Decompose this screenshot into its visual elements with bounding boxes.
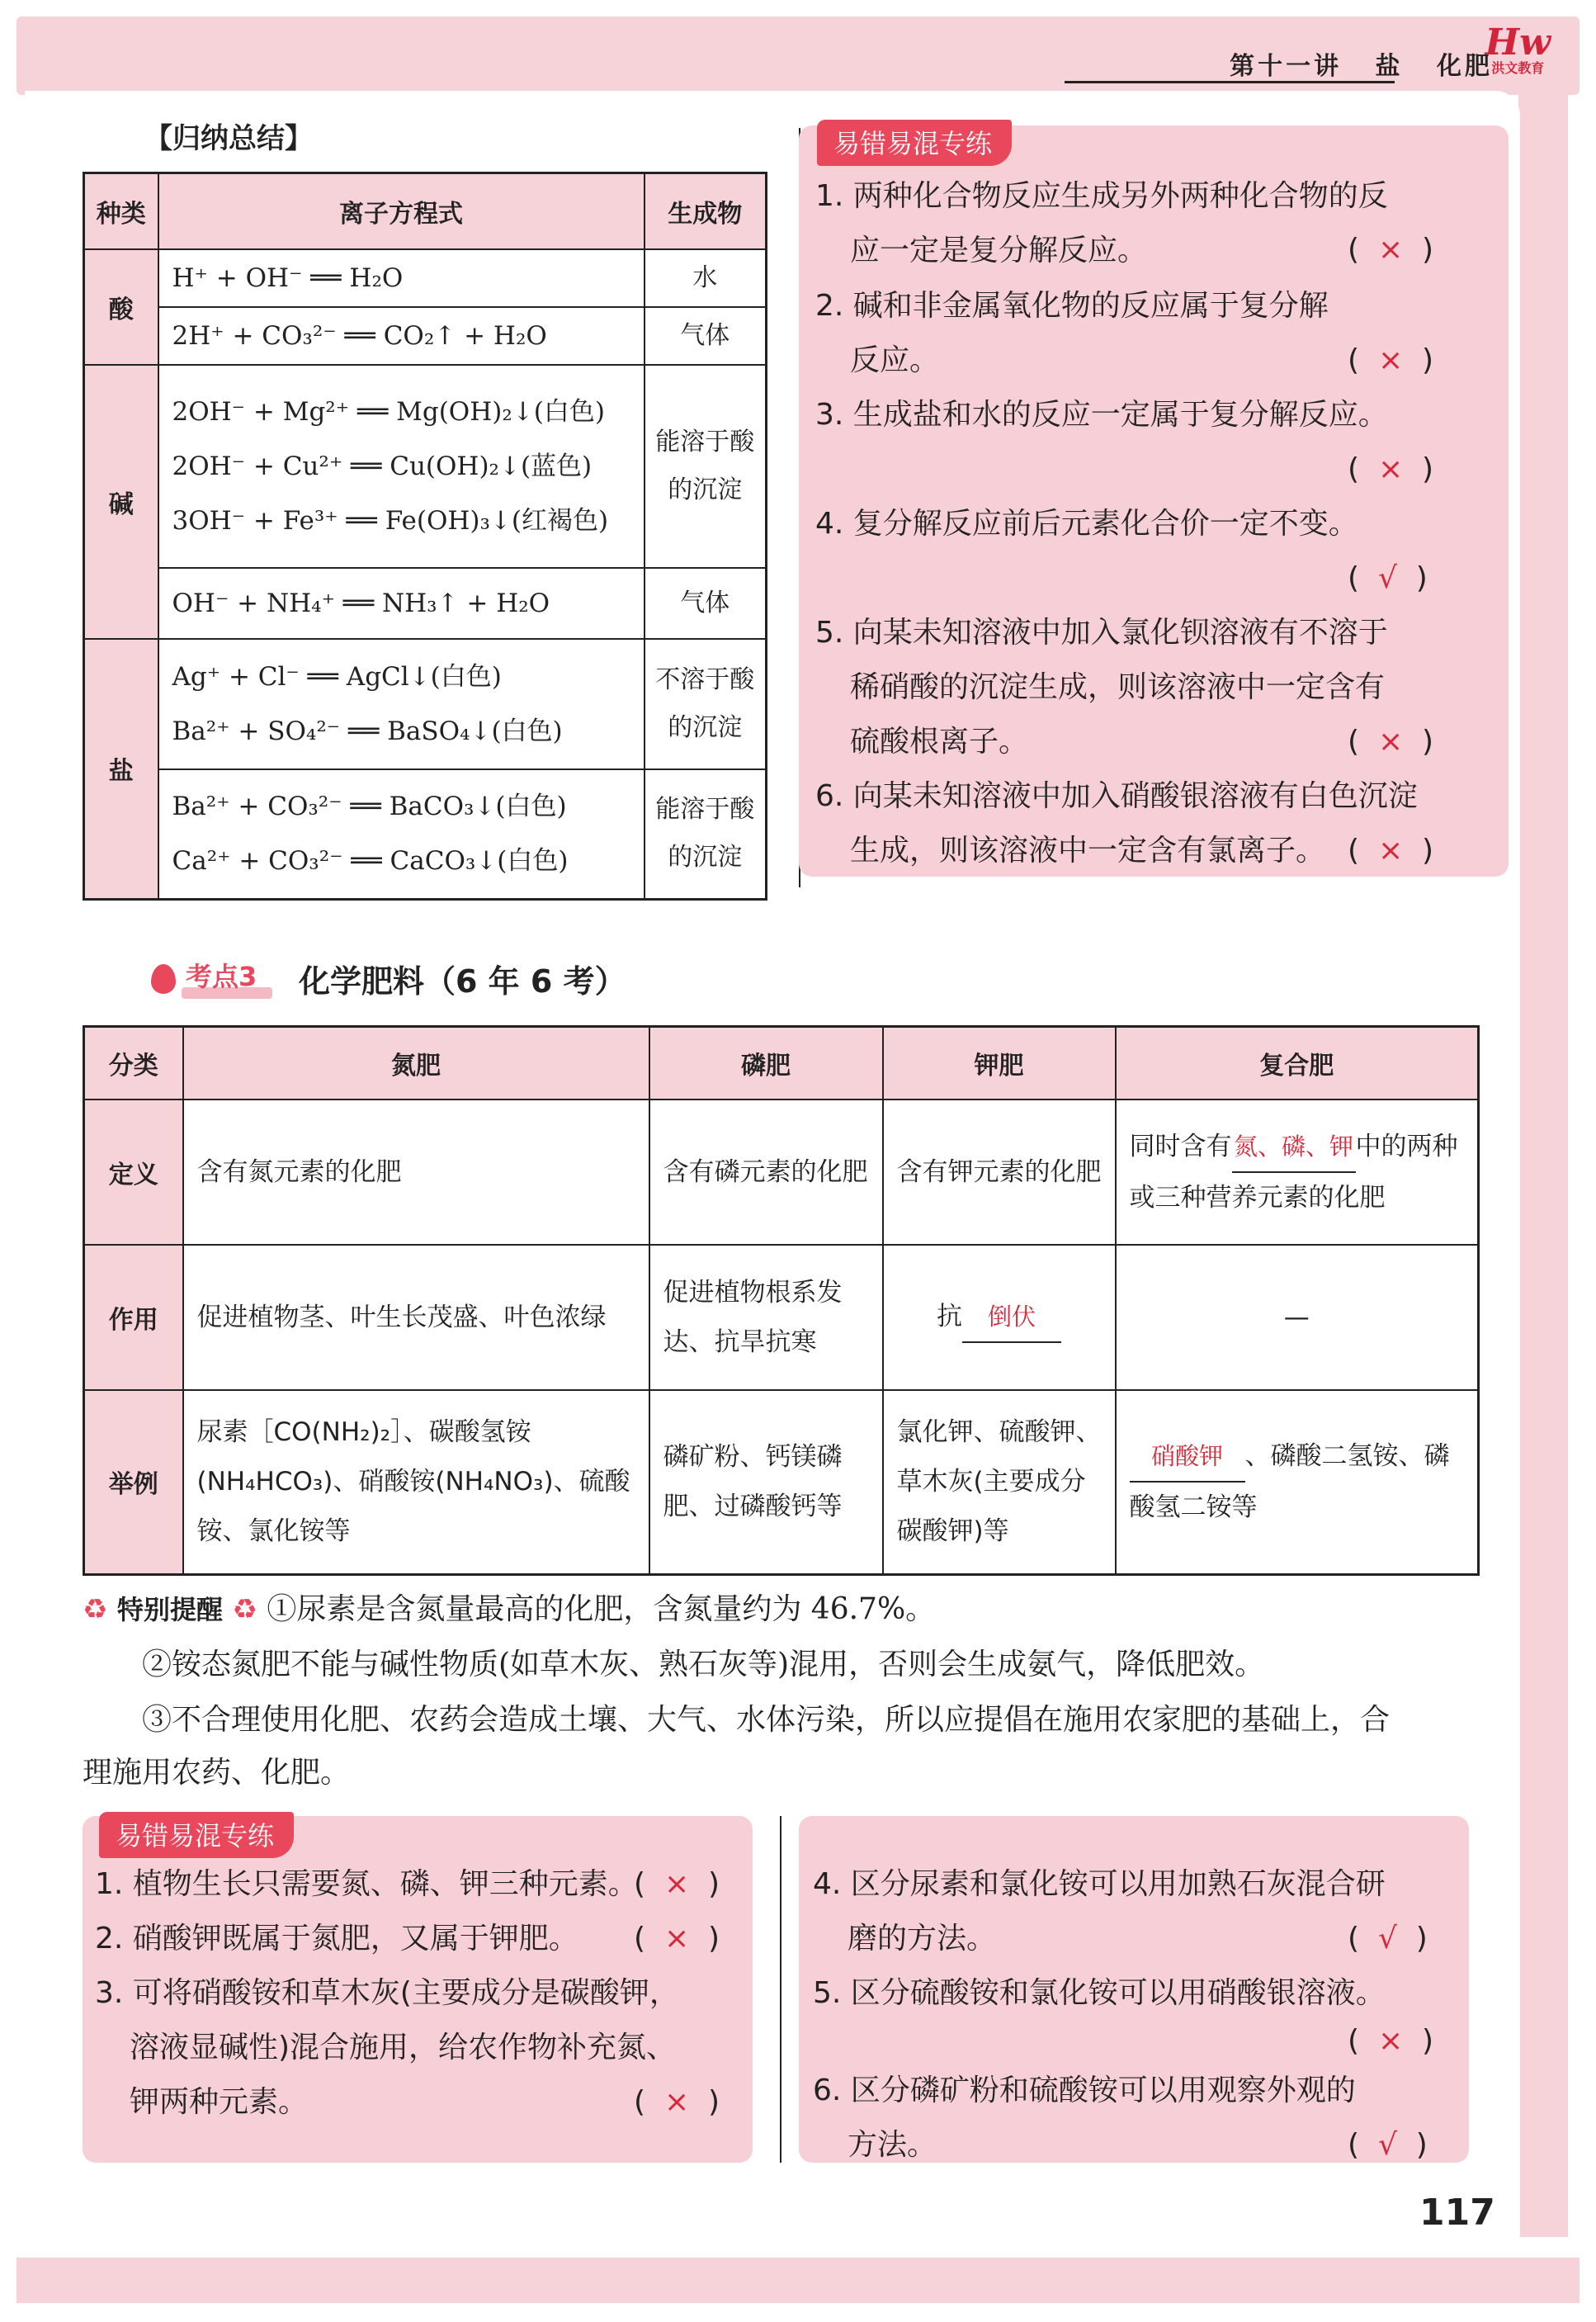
- cell-k-definition: 含有钾元素的化肥: [883, 1100, 1116, 1245]
- col-header-product: 生成物: [645, 173, 767, 249]
- cell-k-example: 氯化钾、硫酸钾、草木灰(主要成分碳酸钾)等: [883, 1390, 1116, 1575]
- cell-compound-definition: [1116, 1100, 1479, 1245]
- cell-text: 、磷酸二氢铵、磷酸氢二铵等: [1129, 1441, 1450, 1523]
- recycle-icon: ♻: [232, 1593, 257, 1626]
- answer-mark: ×: [663, 1922, 690, 1955]
- product: 不溶于酸的沉淀: [645, 639, 767, 769]
- ion-equation-table: [83, 172, 767, 901]
- row-header-definition: 定义: [84, 1100, 183, 1245]
- cell-n-effect: 促进植物茎、叶生长茂盛、叶色浓绿: [183, 1245, 649, 1390]
- col-header-compound: 复合肥: [1116, 1027, 1479, 1100]
- answer-1: ( × ): [1348, 233, 1434, 267]
- col-header-phosphorus: 磷肥: [649, 1027, 883, 1100]
- cell-p-definition: 含有磷元素的化肥: [649, 1100, 883, 1245]
- logo-mark: Hw: [1485, 21, 1551, 64]
- item-text: 溶液显碱性)混合施用，给农作物补充氮、: [130, 2031, 677, 2064]
- col-header-nitrogen: 氮肥: [183, 1027, 649, 1100]
- item-text: 4. 复分解反应前后元素化合价一定不变。: [815, 507, 1358, 541]
- practice1-item-3: [815, 388, 1388, 442]
- row-header-example: 举例: [84, 1390, 183, 1575]
- item-text: 5. 向某未知溶液中加入氯化钡溶液有不溶于: [815, 616, 1388, 650]
- item-text: 应一定是复分解反应。: [850, 234, 1148, 267]
- column-divider: [780, 1816, 781, 2163]
- practice2-item-5: [813, 1966, 1386, 2021]
- practice1-item-6: [815, 769, 1418, 878]
- product: 气体: [645, 568, 767, 639]
- item-text: 生成，则该溶液中一定含有氯离子。: [850, 834, 1326, 868]
- cell-n-example: 尿素［CO(NH₂)₂］、碳酸氢铵(NH₄HCO₃)、硝酸铵(NH₄NO₃)、硫酸铵、氯化铵等: [183, 1390, 649, 1575]
- item-text: 硫酸根离子。: [850, 725, 1029, 759]
- kaodian-tag: 考点3: [186, 961, 257, 992]
- tip-line-1: [83, 1585, 935, 1634]
- item-text: 钾两种元素。: [130, 2085, 309, 2119]
- practice2-item-3: [95, 1966, 679, 2130]
- item-text: 磨的方法。: [848, 1922, 997, 1955]
- answer-mark: √: [1377, 561, 1397, 595]
- practice-badge-2: 易错易混专练: [99, 1812, 294, 1858]
- answer-5: ( × ): [1348, 725, 1434, 759]
- header-lecture: 第十一讲: [1230, 52, 1343, 81]
- answer-mark: √: [1377, 1922, 1397, 1955]
- category-acid: 酸: [84, 249, 158, 365]
- equation: Ca²⁺ + CO₃²⁻ ══ CaCO₃↓(白色): [172, 846, 569, 877]
- answer-6: ( × ): [1348, 834, 1434, 868]
- answer-4: ( √ ): [1348, 561, 1428, 595]
- answer-3: ( × ): [1348, 452, 1434, 486]
- recycle-icon: ♻: [83, 1593, 108, 1626]
- equation: 2OH⁻ + Mg²⁺ ══ Mg(OH)₂↓(白色): [172, 396, 605, 427]
- page-number: 117: [1419, 2192, 1495, 2234]
- category-base: 碱: [84, 365, 158, 639]
- cell-text: 中的两种或三种营养元素的化肥: [1129, 1131, 1458, 1213]
- answer-mark: √: [1377, 2128, 1397, 2162]
- practice1-item-5: [815, 606, 1388, 769]
- product: 能溶于酸的沉淀: [645, 365, 767, 568]
- item-text: 5. 区分硫酸铵和氯化铵可以用硝酸银溶液。: [813, 1976, 1386, 2010]
- cell-p-example: 磷矿粉、钙镁磷肥、过磷酸钙等: [649, 1390, 883, 1575]
- equation: Ba²⁺ + CO₃²⁻ ══ BaCO₃↓(白色): [172, 792, 567, 822]
- equation: Ba²⁺ + SO₄²⁻ ══ BaSO₄↓(白色): [172, 716, 563, 746]
- equation: 2H⁺ + CO₃²⁻ ══ CO₂↑ + H₂O: [158, 307, 645, 365]
- equation: H⁺ + OH⁻ ══ H₂O: [158, 249, 645, 307]
- kaodian-drop-icon: [151, 964, 176, 994]
- running-header: [1230, 45, 1493, 82]
- answer-mark: ×: [1377, 725, 1404, 759]
- equation-group: [158, 769, 645, 900]
- practice2-item-6: [813, 2064, 1356, 2173]
- cell-p-effect: 促进植物根系发达、抗旱抗寒: [649, 1245, 883, 1390]
- item-text: 6. 向某未知溶液中加入硝酸银溶液有白色沉淀: [815, 779, 1418, 813]
- equation-group: [158, 639, 645, 769]
- tip-heading: 特别提醒: [116, 1594, 223, 1625]
- answer-p2-1: ( × ): [634, 1867, 720, 1901]
- side-band: [1518, 91, 1568, 2237]
- equation-group: [158, 365, 645, 568]
- fill-blank: 硝酸钾: [1130, 1431, 1245, 1483]
- practice-badge-1: 易错易混专练: [817, 120, 1012, 166]
- footer-band: [17, 2258, 1579, 2303]
- header-topic1: 盐: [1375, 52, 1404, 81]
- col-header-type: 种类: [84, 173, 158, 249]
- tip-line-3: ③不合理使用化肥、农药会造成土壤、大气、水体污染，所以应提倡在施用农家肥的基础上，合: [142, 1703, 1391, 1737]
- col-header-class: 分类: [84, 1027, 183, 1100]
- item-text: 3. 生成盐和水的反应一定属于复分解反应。: [815, 398, 1388, 432]
- practice1-item-1: [815, 169, 1388, 278]
- cell-compound-effect: —: [1116, 1245, 1479, 1390]
- tip-text: ①尿素是含氮量最高的化肥，含氮量约为 46.7%。: [267, 1592, 936, 1626]
- equation: 2OH⁻ + Cu²⁺ ══ Cu(OH)₂↓(蓝色): [172, 451, 593, 481]
- fill-blank: 倒伏: [962, 1292, 1061, 1343]
- summary-title: 【归纳总结】: [144, 122, 313, 155]
- header-topic2: 化肥: [1437, 52, 1493, 81]
- item-text: 反应。: [850, 343, 940, 377]
- logo-text: 洪文教育: [1491, 60, 1545, 76]
- item-text: 1. 两种化合物反应生成另外两种化合物的反: [815, 179, 1388, 213]
- equation: 3OH⁻ + Fe³⁺ ══ Fe(OH)₃↓(红褐色): [172, 505, 609, 536]
- cell-n-definition: 含有氮元素的化肥: [183, 1100, 649, 1245]
- equation: Ag⁺ + Cl⁻ ══ AgCl↓(白色): [172, 661, 502, 692]
- item-text: 4. 区分尿素和氯化铵可以用加熟石灰混合研: [813, 1867, 1386, 1901]
- kaodian-title: 化学肥料（6 年 6 考）: [299, 963, 626, 1000]
- practice2-item-4: [813, 1857, 1386, 1966]
- practice2-item-1: 1. 植物生长只需要氮、磷、钾三种元素。: [95, 1867, 638, 1901]
- answer-mark: ×: [663, 2085, 690, 2119]
- answer-p2-5: ( × ): [1348, 2024, 1434, 2058]
- item-text: 方法。: [848, 2128, 937, 2162]
- product: 水: [645, 249, 767, 307]
- col-header-potassium: 钾肥: [883, 1027, 1116, 1100]
- answer-mark: ×: [1377, 2024, 1404, 2058]
- col-header-equation: 离子方程式: [158, 173, 645, 249]
- header-rule: [1065, 81, 1395, 83]
- answer-mark: ×: [1377, 343, 1404, 377]
- answer-mark: ×: [1377, 452, 1404, 486]
- answer-p2-3: ( × ): [634, 2085, 720, 2119]
- answer-p2-4: ( √ ): [1348, 1922, 1428, 1955]
- answer-mark: ×: [663, 1867, 690, 1901]
- product: 气体: [645, 307, 767, 365]
- answer-mark: ×: [1377, 233, 1404, 267]
- item-text: 稀硝酸的沉淀生成，则该溶液中一定含有: [850, 670, 1386, 704]
- cell-text: 抗: [937, 1301, 962, 1331]
- cell-compound-example: [1116, 1390, 1479, 1575]
- item-text: 6. 区分磷矿粉和硫酸铵可以用观察外观的: [813, 2074, 1356, 2107]
- item-text: 3. 可将硝酸铵和草木灰(主要成分是碳酸钾，: [95, 1976, 679, 2010]
- publisher-logo: [1485, 21, 1551, 76]
- item-text: 2. 碱和非金属氧化物的反应属于复分解: [815, 289, 1329, 323]
- cell-k-effect: [883, 1245, 1116, 1390]
- tip-line-2: ②铵态氮肥不能与碱性物质(如草木灰、熟石灰等)混用，否则会生成氨气，降低肥效。: [142, 1648, 1265, 1681]
- practice2-item-2: 2. 硝酸钾既属于氮肥，又属于钾肥。: [95, 1922, 578, 1955]
- fill-blank: 氮、磷、钾: [1232, 1122, 1356, 1173]
- cell-text: 同时含有: [1129, 1131, 1232, 1161]
- product: 能溶于酸的沉淀: [645, 769, 767, 900]
- practice1-item-2: [815, 279, 1329, 388]
- answer-2: ( × ): [1348, 343, 1434, 377]
- equation: OH⁻ + NH₄⁺ ══ NH₃↑ + H₂O: [158, 568, 645, 639]
- row-header-effect: 作用: [84, 1245, 183, 1390]
- answer-mark: ×: [1377, 834, 1404, 868]
- answer-p2-6: ( √ ): [1348, 2128, 1428, 2162]
- category-salt: 盐: [84, 639, 158, 900]
- answer-p2-2: ( × ): [634, 1922, 720, 1955]
- fertilizer-table: [83, 1025, 1480, 1576]
- tip-line-4: 理施用农药、化肥。: [83, 1756, 351, 1790]
- practice1-item-4: [815, 497, 1358, 551]
